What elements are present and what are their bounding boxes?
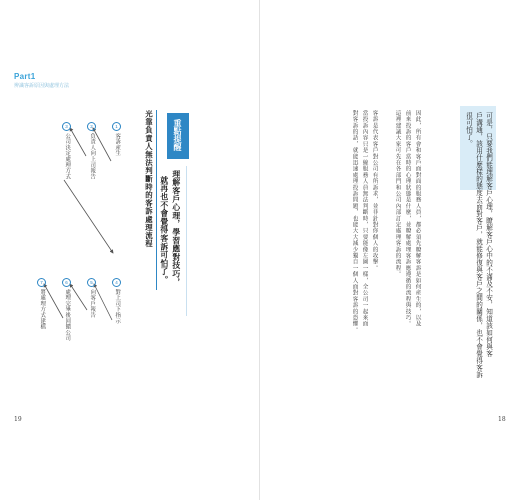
tip-heading: 重點提醒 <box>173 119 182 151</box>
step-number: 3 <box>62 122 71 131</box>
step-number: 4 <box>112 278 121 287</box>
arrow-6-7 <box>44 284 63 318</box>
step-label: 公司決定處理方式 <box>64 133 71 180</box>
flow-step-4 <box>112 278 121 324</box>
arrow-2-3 <box>70 128 86 156</box>
body-line: 當投訴內容只是一線服務人員無法判斷時，只要能像左圖一樣，全公司一起來面 <box>361 110 368 327</box>
highlight-line: 戶溝通，該用什麼樣的態度去面對客戶，就能修復與客戶之間的關係，也不會覺得客訴 <box>474 112 483 378</box>
flow-step-6 <box>62 278 71 341</box>
step-number: 1 <box>112 122 121 131</box>
body-line: 前來投訴的客戶當時的心理狀態是什麼，並瞭解處理客訴應遵循的流程與技巧。 <box>404 110 411 327</box>
step-label: 對上司下指示 <box>114 289 121 324</box>
step-label: 向客戶報告 <box>89 289 96 318</box>
body-line: 客訴是代表客戶對公司有所訴求，並非針對你個人的攻擊。 <box>371 110 378 272</box>
step-label: 將處理方式建檔 <box>39 289 46 330</box>
tip-line: 理解客戶心理，學習應對技巧， <box>171 170 181 287</box>
step-label: 客訴產生 <box>114 133 121 157</box>
flow-step-2 <box>87 122 96 179</box>
flow-step-1 <box>112 122 121 156</box>
highlight-line: 可是，只要我們能理解客戶心理，瞭解客戶心中的不滿及不安，知道該如何與客 <box>484 112 493 357</box>
flow-step-5 <box>87 278 96 318</box>
highlight-line: 很可怕了。 <box>464 112 473 147</box>
step-number: 7 <box>37 278 46 287</box>
tip-line: 就再也不會覺得客訴可怕了。 <box>159 176 169 284</box>
arrow-5-6 <box>70 284 87 310</box>
body-line: 這裡建議大家可先在各部門和公司內部訂定處理客訴的流程。 <box>394 110 401 278</box>
step-label: 負責人向上司報告 <box>89 133 96 180</box>
chapter-subtitle: 辨識客訴原因與處理方法 <box>14 83 70 89</box>
page-number-left: 19 <box>14 416 22 423</box>
flow-title: 光靠負責人無法判斷時的客訴處理流程 <box>144 110 154 248</box>
arrow-3-4 <box>64 180 113 253</box>
part-label: Part1 <box>14 72 36 81</box>
body-line: 對客訴的話，就能迅速處理投訴問題，也能大大減少獨自一個人面對客訴的恐懼。 <box>351 110 358 334</box>
flow-step-7 <box>37 278 46 330</box>
step-number: 6 <box>62 278 71 287</box>
step-number: 2 <box>87 122 96 131</box>
page-number-right: 18 <box>498 416 506 423</box>
body-line: 因此，所有會和客戶面對面的服務人員，都必須先瞭解客訴是如何產生的，以及 <box>414 110 421 327</box>
step-number: 5 <box>87 278 96 287</box>
flow-step-3 <box>62 122 71 179</box>
step-label: 處理完畢後回饋公司 <box>64 289 71 342</box>
arrow-4-5 <box>94 284 112 320</box>
